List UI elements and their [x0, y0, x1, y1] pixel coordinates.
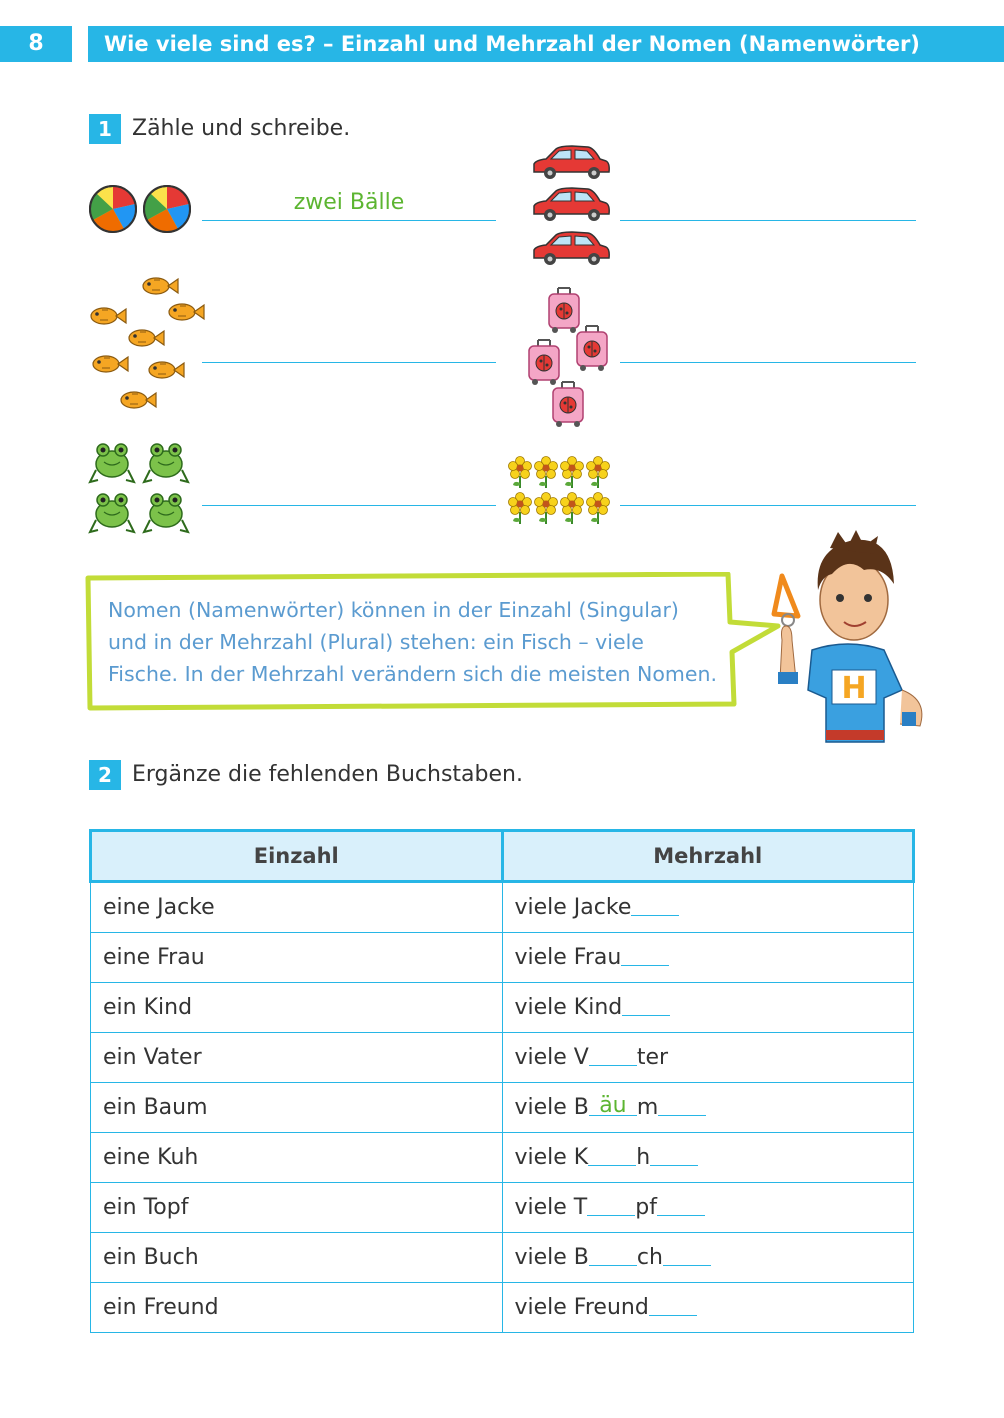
fill-in-gap[interactable] — [631, 893, 679, 916]
plural-cell — [502, 933, 914, 983]
singular-cell: eine Jacke — [91, 882, 503, 933]
plural-text: viele Jacke — [514, 895, 632, 920]
flowers-picture — [508, 454, 612, 526]
car-icon — [534, 146, 609, 179]
plural-cell — [502, 1183, 914, 1233]
flower-icon — [587, 457, 610, 489]
fill-in-gap[interactable] — [589, 1043, 637, 1066]
plural-cell — [502, 1133, 914, 1183]
task-number-1: 1 — [89, 114, 121, 144]
frog-icon — [90, 444, 134, 482]
suitcase-icon — [549, 288, 579, 333]
answer-line-flowers[interactable] — [620, 505, 916, 506]
plural-text: m — [636, 1095, 659, 1120]
flower-icon — [509, 493, 532, 525]
example-answer: zwei Bälle — [293, 190, 405, 215]
page-title: Wie viele sind es? – Einzahl und Mehrzahl der Nomen (Namenwörter) — [88, 26, 1004, 62]
flower-icon — [509, 457, 532, 489]
answer-line-frogs[interactable] — [202, 505, 496, 506]
ball-icon — [144, 186, 190, 232]
singular-cell: ein Buch — [91, 1233, 503, 1283]
table-row — [91, 1133, 914, 1183]
table-row — [91, 1283, 914, 1333]
frog-icon — [90, 494, 134, 532]
info-line: Fische. In der Mehrzahl verändern sich die meisten Nomen. — [108, 662, 717, 686]
answer-line-cars[interactable] — [620, 220, 916, 221]
fish-icon — [121, 392, 156, 408]
frogs-picture — [88, 438, 194, 538]
info-text — [108, 594, 728, 690]
column-header-plural: Mehrzahl — [502, 831, 914, 882]
task-number-2: 2 — [89, 760, 121, 790]
table-row — [91, 1033, 914, 1083]
flower-icon — [561, 457, 584, 489]
suitcase-icon — [553, 382, 583, 427]
fill-in-gap[interactable] — [588, 1143, 636, 1166]
fish-icon — [91, 308, 126, 324]
plural-text: ter — [636, 1045, 669, 1070]
plural-text: viele K — [514, 1145, 589, 1170]
plural-cell — [502, 1233, 914, 1283]
flower-icon — [587, 493, 610, 525]
fill-in-gap[interactable] — [589, 1243, 637, 1266]
table-header-row — [91, 831, 914, 882]
svg-text:H: H — [841, 671, 867, 706]
fish-icon — [149, 362, 184, 378]
suitcase-icon — [529, 340, 559, 385]
plural-text: viele T — [514, 1195, 588, 1220]
table-row — [91, 882, 914, 933]
plural-text: viele B — [514, 1095, 589, 1120]
singular-cell: ein Topf — [91, 1183, 503, 1233]
flower-icon — [535, 493, 558, 525]
singular-cell: eine Kuh — [91, 1133, 503, 1183]
singular-cell: ein Vater — [91, 1033, 503, 1083]
fill-in-gap[interactable] — [622, 993, 670, 1016]
singular-cell: ein Freund — [91, 1283, 503, 1333]
page-number: 8 — [0, 26, 72, 62]
boy-character-illustration — [752, 530, 942, 750]
fill-in-gap[interactable]: äu — [589, 1093, 637, 1116]
plural-cell — [502, 983, 914, 1033]
singular-cell: ein Baum — [91, 1083, 503, 1133]
task-instruction-1: Zähle und schreibe. — [132, 116, 351, 141]
singular-cell: ein Kind — [91, 983, 503, 1033]
singular-cell: eine Frau — [91, 933, 503, 983]
plural-cell — [502, 1083, 914, 1133]
answer-line-suitcases[interactable] — [620, 362, 916, 363]
plural-text: viele B — [514, 1245, 589, 1270]
fish-icon — [143, 278, 178, 294]
plural-text: viele V — [514, 1045, 589, 1070]
flower-icon — [535, 457, 558, 489]
table-row — [91, 933, 914, 983]
info-line: und in der Mehrzahl (Plural) stehen: ein Fisch – viele — [108, 630, 644, 654]
fill-in-gap[interactable] — [621, 943, 669, 966]
fish-icon — [93, 356, 128, 372]
task-instruction-2: Ergänze die fehlenden Buchstaben. — [132, 762, 523, 787]
table-row — [91, 983, 914, 1033]
table-row — [91, 1083, 914, 1133]
singular-plural-table — [89, 829, 915, 1333]
answer-line-balls[interactable] — [202, 220, 496, 221]
plural-text: h — [636, 1145, 651, 1170]
ball-icon — [90, 186, 136, 232]
cars-picture — [528, 144, 612, 268]
plural-text: ch — [636, 1245, 663, 1270]
fill-in-gap[interactable] — [650, 1143, 698, 1166]
plural-cell — [502, 1283, 914, 1333]
frog-icon — [144, 444, 188, 482]
fill-in-gap[interactable] — [663, 1243, 711, 1266]
table-row — [91, 1183, 914, 1233]
fish-icon — [169, 304, 204, 320]
plural-text: pf — [635, 1195, 657, 1220]
table-row — [91, 1233, 914, 1283]
frog-icon — [144, 494, 188, 532]
column-header-singular: Einzahl — [91, 831, 503, 882]
suitcase-icon — [577, 326, 607, 371]
plural-text: viele Kind — [514, 995, 623, 1020]
fish-picture — [88, 272, 210, 416]
fill-in-gap[interactable] — [587, 1193, 635, 1216]
suitcases-picture — [526, 286, 616, 432]
fill-in-gap[interactable] — [657, 1193, 705, 1216]
plural-cell — [502, 882, 914, 933]
flower-icon — [561, 493, 584, 525]
plural-cell — [502, 1033, 914, 1083]
balls-picture — [88, 184, 192, 234]
answer-line-fish[interactable] — [202, 362, 496, 363]
plural-text: viele Freund — [514, 1295, 649, 1320]
fish-icon — [129, 330, 164, 346]
info-line: Nomen (Namenwörter) können in der Einzahl (Singular) — [108, 598, 679, 622]
fill-in-gap[interactable] — [649, 1293, 697, 1316]
fill-in-gap[interactable] — [658, 1093, 706, 1116]
plural-text: viele Frau — [514, 945, 622, 970]
